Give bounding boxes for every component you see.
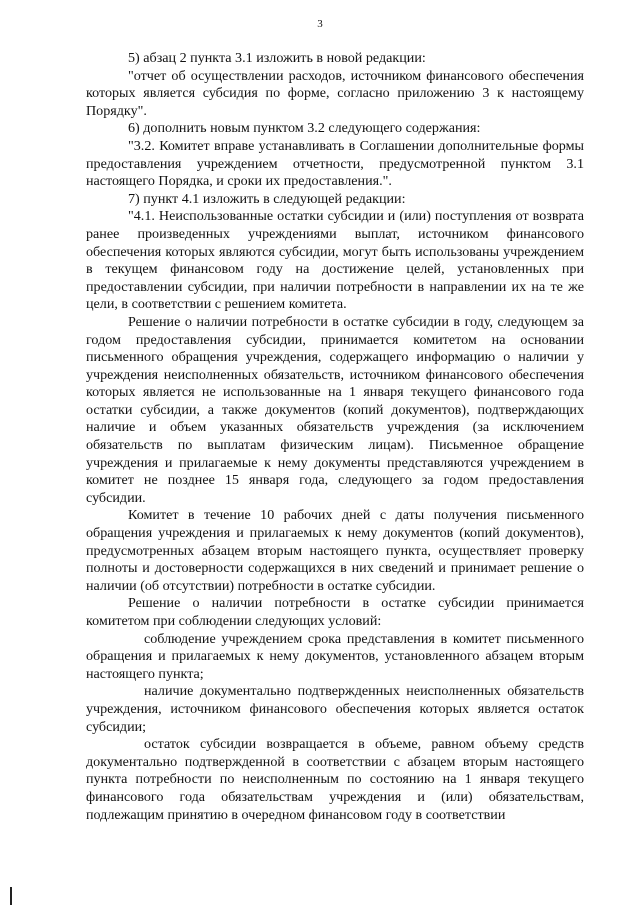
paragraph-conditions-intro: Решение о наличии потребности в остатке субсидии принимается комитетом при соблюдении следующих условий: bbox=[86, 595, 584, 629]
paragraph-quote-3-2: "3.2. Комитет вправе устанавливать в Соглашении дополнительные формы предоставления учреждением отчетности, предусмотренной пунктом 3.1 настоящего Порядка, и сроки их предоставления.". bbox=[86, 137, 584, 190]
paragraph-condition-return: остаток субсидии возвращается в объеме, равном объему средств документально подтвержденной в соответствии с абзацем вторым настоящего пункта потребности по неисполненным по состоянию на 1 января текущего финансового года обязательствам учреждения и (или) обязательствам, подлежащим принятию в очередном финансовом году в соответствии bbox=[86, 736, 584, 823]
paragraph-condition-obligations: наличие документально подтвержденных неисполненных обязательств учреждения, источником финансового обеспечения которых является остаток субсидии; bbox=[86, 683, 584, 735]
paragraph-item-6: 6) дополнить новым пунктом 3.2 следующего содержания: bbox=[128, 120, 481, 137]
paragraph-quote-report: "отчет об осуществлении расходов, источником финансового обеспечения которых является субсидия по форме, согласно приложению 3 к настоящему Порядку". bbox=[86, 67, 584, 119]
paragraph-condition-deadline: соблюдение учреждением срока представления в комитет письменного обращения и прилагаемых к нему документов, установленного абзацем вторым настоящего пункта; bbox=[86, 630, 584, 682]
paragraph-item-5: 5) абзац 2 пункта 3.1 изложить в новой редакции: bbox=[128, 50, 426, 66]
scan-edge-mark bbox=[10, 887, 12, 905]
paragraph-quote-4-1: "4.1. Неиспользованные остатки субсидии и (или) поступления от возврата ранее произведенных учреждениями выплат, источником финансового обеспечения которых являются субсидии, могут быть использованы учреждением в текущем финансовом году на достижение целей, установленных при предоставлении субсидии, при наличии потребности в направлении их на те же цели, в соответствии с решением комитета. bbox=[86, 208, 584, 313]
paragraph-decision: Решение о наличии потребности в остатке субсидии в году, следующем за годом предоставления субсидии, принимается комитетом на основании письменного обращения учреждения, содержащего информацию о наличии у учреждения неисполненных обязательств, источником финансового обеспечения которых является не использованные на 1 января текущего финансового года остатки субсидии, а также документов (копий документов), подтверждающих наличие и объем указанных обязательств учреждения (за исключением обязательств по выплатам физическим лицам). Письменное обращение учреждения и прилагаемые к нему документы представляются учреждением в комитет не позднее 15 января года, следующего за годом предоставления субсидии. bbox=[86, 313, 584, 506]
page-number: 3 bbox=[317, 18, 323, 30]
document-body bbox=[86, 50, 584, 824]
paragraph-item-7: 7) пункт 4.1 изложить в следующей редакции: bbox=[128, 190, 406, 207]
paragraph-committee-review: Комитет в течение 10 рабочих дней с даты получения письменного обращения учреждения и прилагаемых к нему документов (копий документов), предусмотренных абзацем вторым настоящего пункта, осуществляет проверку полноты и достоверности содержащихся в них сведений и принимает решение о наличии (об отсутствии) потребности в остатке субсидии. bbox=[86, 507, 584, 594]
